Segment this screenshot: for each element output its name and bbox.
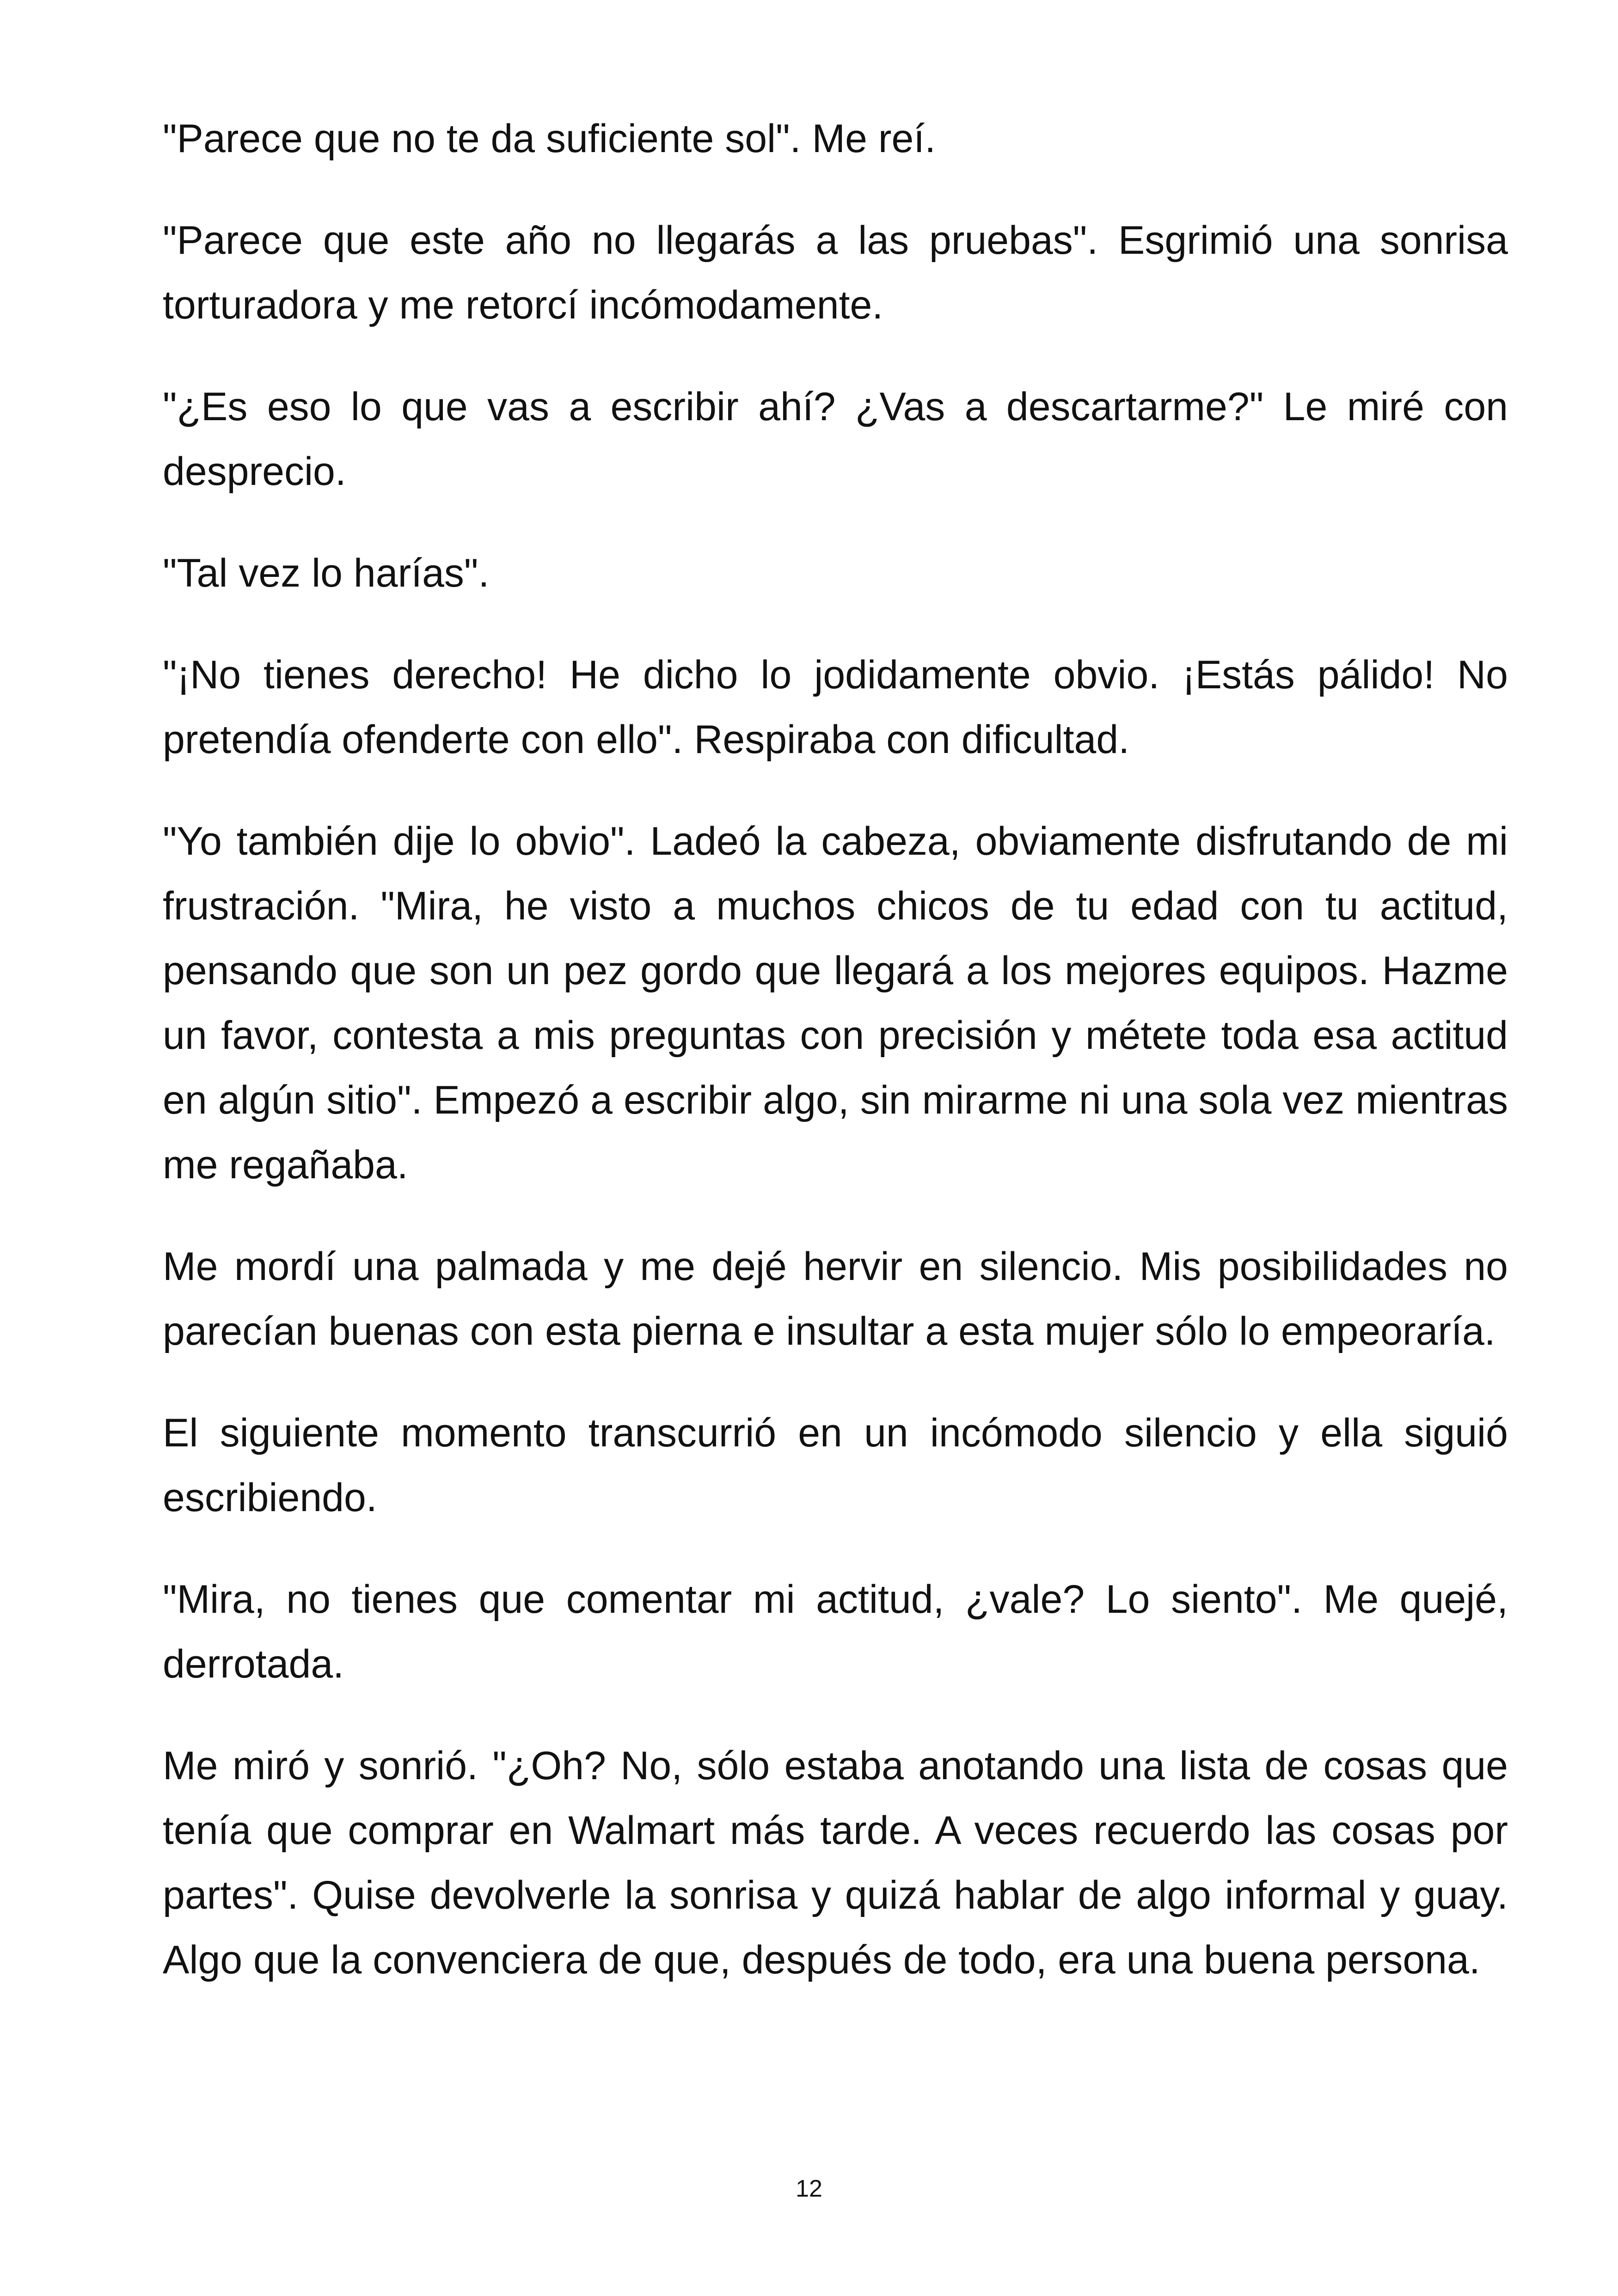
paragraph-4: "Tal vez lo harías". (163, 551, 490, 595)
paragraph-9: "Mira, no tienes que comentar mi actitud, ¿vale? Lo siento". Me quejé, derrotada. (163, 1577, 1508, 1686)
page-number: 12 (796, 2175, 822, 2202)
paragraph-2: "Parece que este año no llegarás a las pruebas". Esgrimió una sonrisa torturadora y me retorcí incómodamente. (163, 218, 1508, 327)
paragraph-10: Me miró y sonrió. "¿Oh? No, sólo estaba anotando una lista de cosas que tenía que comprar en Walmart más tarde. A veces recuerdo las cosas por partes". Quise devolverle la sonrisa y quizá hablar de algo informal y guay. Algo que la convenciera de que, después de todo, era una buena persona. (163, 1744, 1508, 1982)
paragraph-3: "¿Es eso lo que vas a escribir ahí? ¿Vas a descartarme?" Le miré con desprecio. (163, 385, 1508, 494)
paragraph-7: Me mordí una palmada y me dejé hervir en silencio. Mis posibilidades no parecían buenas con esta pierna e insultar a esta mujer sólo lo empeoraría. (163, 1244, 1508, 1353)
paragraph-8: El siguiente momento transcurrió en un incómodo silencio y ella siguió escribiendo. (163, 1411, 1508, 1520)
paragraph-6: "Yo también dije lo obvio". Ladeó la cabeza, obviamente disfrutando de mi frustración. "Mira, he visto a muchos chicos de tu edad con tu actitud, pensando que son un pez gordo que llegará a los mejores equipos. Hazme un favor, contesta a mis preguntas con precisión y métete toda esa actitud en algún sitio". Empezó a escribir algo, sin mirarme ni una sola vez mientras me regañaba. (163, 819, 1508, 1187)
paragraph-5: "¡No tienes derecho! He dicho lo jodidamente obvio. ¡Estás pálido! No pretendía ofenderte con ello". Respiraba con dificultad. (163, 653, 1508, 762)
paragraph-1: "Parece que no te da suficiente sol". Me reí. (163, 116, 936, 161)
text-body (163, 106, 1508, 2029)
